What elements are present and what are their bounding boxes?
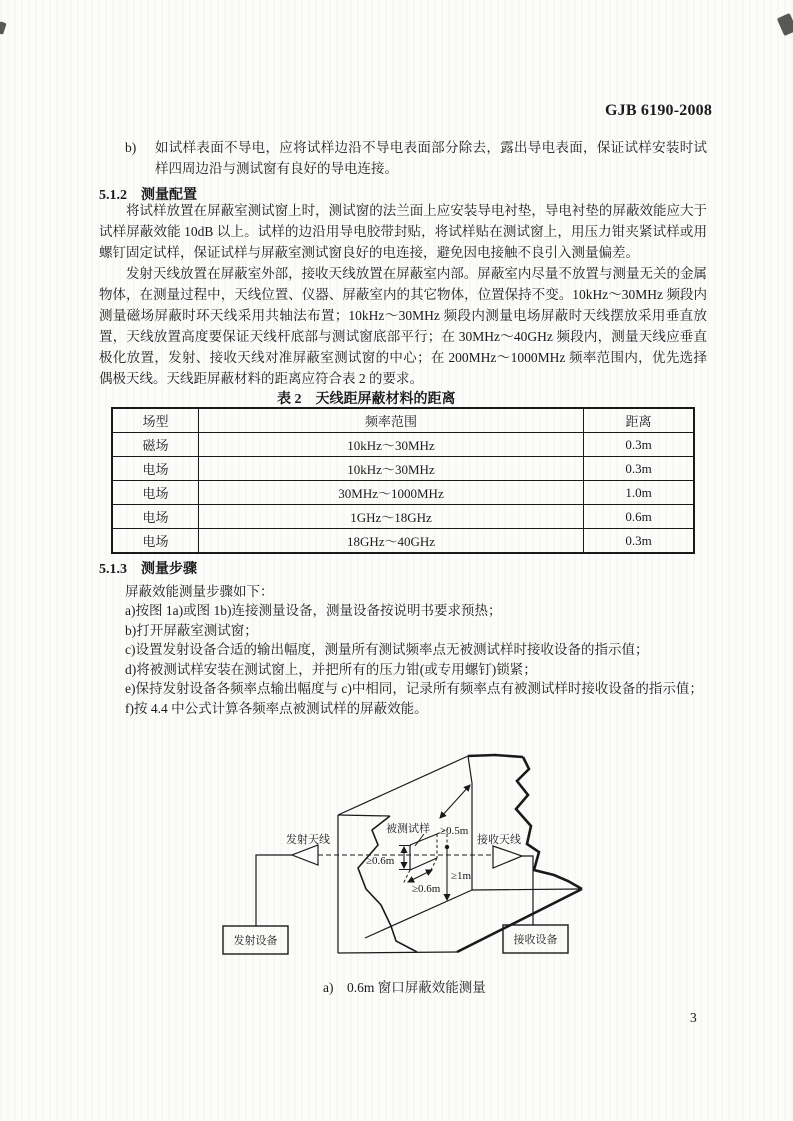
sample-outline — [410, 834, 437, 870]
list-item — [125, 621, 707, 641]
dim-05m-arrow — [440, 785, 470, 818]
cell-distance: 0.3m — [584, 529, 695, 554]
cell-field-type: 磁场 — [112, 433, 199, 457]
list-marker: c) — [125, 642, 136, 657]
tx-feed-line — [256, 855, 292, 926]
paragraph-test-window-setup: 将试样放置在屏蔽室测试窗上时，测试窗的法兰面上应安装导电衬垫，导电衬垫的屏蔽效能应大于试样屏蔽效能 10dB 以上。试样的边沿用导电胶带封贴，将试样贴在测试窗上，用压力钳夹紧试样或用螺钉固定试样，保证试样与屏蔽室测试窗良好的电连接，避免因电接触不良引入测量偏差。 — [99, 203, 707, 260]
standard-number-header: GJB 6190-2008 — [605, 102, 713, 119]
steps-intro: 屏蔽效能测量步骤如下： — [125, 584, 274, 599]
table-antenna-distance — [111, 407, 695, 554]
cell-field-type: 电场 — [112, 481, 199, 505]
section-heading-513 — [99, 558, 197, 578]
section-title: 测量步骤 — [141, 562, 197, 577]
sample-under-test-group — [386, 821, 448, 870]
list-item — [125, 601, 707, 621]
list-item — [125, 679, 707, 699]
transmit-antenna-group — [223, 832, 330, 954]
table-row — [112, 481, 694, 505]
tx-antenna-label: 发射天线 — [286, 834, 330, 846]
dim-1m-label: ≥1m — [451, 870, 472, 882]
dim-05m-label: ≥0.5m — [440, 825, 469, 837]
step-text: 保持发射设备各频率点输出幅度与 c)中相同，记录所有频率点有被测试样时接收设备的指示值； — [135, 681, 703, 696]
cell-frequency-range: 10kHz～30MHz — [199, 433, 584, 457]
scan-smudge-top-right — [777, 13, 793, 36]
list-item — [125, 640, 707, 660]
step-text: 按 4.4 中公式计算各频率点被测试样的屏蔽效能。 — [134, 700, 428, 716]
cell-distance: 0.3m — [584, 457, 695, 481]
diagram-svg — [200, 748, 620, 965]
list-marker: d) — [125, 661, 137, 677]
dimension-annotations — [366, 785, 472, 900]
dim-06m-depth-label: ≥0.6m — [412, 883, 441, 895]
cell-distance: 0.6m — [584, 505, 695, 529]
list-marker: a) — [125, 603, 136, 618]
cell-field-type: 电场 — [112, 529, 199, 554]
table-row — [112, 529, 694, 554]
figure-caption: a) 0.6m 窗口屏蔽效能测量 — [323, 980, 486, 995]
figure-shielding-measurement-diagram — [200, 748, 620, 965]
paragraph-antenna-placement: 发射天线放置在屏蔽室外部，接收天线放置在屏蔽室内部。屏蔽室内尽量不放置与测量无关的金属物体，在测量过程中，天线位置、仪器、屏蔽室内的其它物体，位置保持不变。10kHz～30MHz 频段内测量磁场屏蔽时环天线采用共轴法布置；10kHz～30MHz 频段内测量电场屏蔽时天线摆放采用垂直放置，天线放置高度要保证天线杆底部与测试窗底部平行；在 30MHz～40GHz 频段内，测量天线应垂直极化放置，发射、接收天线对准屏蔽室测试窗的中心；在 200MHz～1000MHz 频率范围内，优先选择偶极天线。天线距屏蔽材料的距离应符合表 2 的要求。 — [99, 266, 707, 386]
clause-item-b — [125, 137, 707, 179]
tx-equipment-label: 发射设备 — [233, 935, 278, 947]
page-number: 3 — [690, 1010, 697, 1025]
step-text: 按图 1a)或图 1b)连接测量设备，测量设备按说明书要求预热； — [135, 603, 502, 618]
step-text: 设置发射设备合适的输出幅度，测量所有测试频率点无被测试样时接收设备的指示值； — [135, 642, 649, 657]
section-title: 测量配置 — [141, 188, 197, 203]
dim-ticks — [399, 846, 411, 870]
tx-horn-antenna-icon — [292, 845, 318, 865]
dim-06m-depth-arrow — [408, 870, 432, 882]
cell-distance: 0.3m — [584, 433, 695, 457]
measurement-steps-list — [125, 601, 707, 718]
rx-equipment-label: 接收设备 — [513, 934, 558, 946]
list-marker: b) — [125, 622, 137, 638]
rx-antenna-label: 接收天线 — [477, 834, 521, 846]
list-marker: e) — [125, 681, 136, 696]
col-header-field-type: 场型 — [112, 408, 199, 433]
table-row — [112, 433, 694, 457]
table-2-title: 表 2 天线距屏蔽材料的距离 — [277, 392, 456, 407]
dim-06m-vertical-label: ≥0.6m — [366, 855, 395, 867]
col-header-distance: 距离 — [584, 408, 695, 433]
table-row — [112, 505, 694, 529]
dim-extension-lines — [403, 858, 437, 884]
list-marker: f) — [125, 700, 134, 716]
list-item — [125, 699, 707, 719]
clause-item-b-text: 如试样表面不导电，应将试样边沿不导电表面部分除去，露出导电表面，保证试样安装时试样四周边沿与测试窗有良好的导电连接。 — [155, 140, 707, 176]
step-text: 将被测试样安装在测试窗上，并把所有的压力钳(或专用螺钉)锁紧； — [136, 661, 537, 677]
torn-wall-edges — [358, 755, 582, 952]
list-item — [125, 660, 707, 680]
section-number: 5.1.3 — [99, 562, 127, 577]
cell-field-type: 电场 — [112, 457, 199, 481]
table-header-row — [112, 408, 694, 433]
cell-frequency-range: 1GHz～18GHz — [199, 505, 584, 529]
section-number: 5.1.2 — [99, 188, 127, 203]
col-header-frequency-range: 频率范围 — [199, 408, 584, 433]
cell-frequency-range: 30MHz～1000MHz — [199, 481, 584, 505]
table-row — [112, 457, 694, 481]
cell-distance: 1.0m — [584, 481, 695, 505]
sample-label: 被测试样 — [386, 823, 430, 835]
step-text: 打开屏蔽室测试窗； — [136, 622, 258, 638]
cell-field-type: 电场 — [112, 505, 199, 529]
list-marker: b) — [125, 140, 137, 155]
cell-frequency-range: 18GHz～40GHz — [199, 529, 584, 554]
rx-horn-antenna-icon — [493, 846, 522, 868]
scan-smudge-top-left — [0, 21, 7, 35]
cell-frequency-range: 10kHz～30MHz — [199, 457, 584, 481]
